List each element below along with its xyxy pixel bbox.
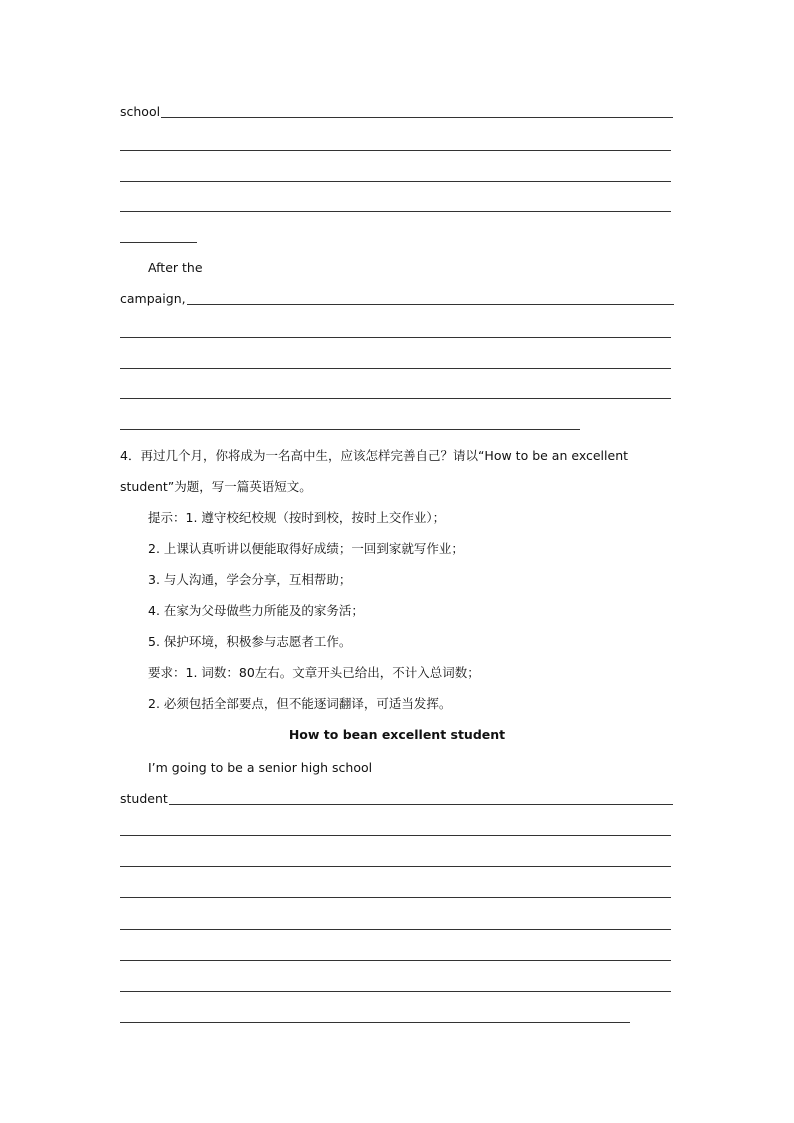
answer-line-campaign[interactable] (120, 291, 674, 307)
lead-word-campaign: campaign, (120, 291, 186, 306)
writing-line[interactable] (120, 211, 671, 212)
section2-intro: After the (148, 260, 203, 275)
requirement-1: 要求：1. 词数：80左右。文章开头已给出，不计入总词数； (148, 665, 480, 680)
essay-opening: I’m going to be a senior high school (148, 760, 373, 775)
hint-4: 4. 在家为父母做些力所能及的家务活； (148, 603, 364, 618)
writing-line[interactable] (120, 337, 671, 338)
writing-line[interactable] (120, 1022, 630, 1023)
lead-word-student: student (120, 791, 168, 806)
writing-line[interactable] (120, 929, 671, 930)
writing-line (161, 117, 673, 118)
requirement-2: 2. 必须包括全部要点，但不能逐词翻译，可适当发挥。 (148, 696, 452, 711)
task4-prompt-line1: 4．再过几个月，你将成为一名高中生，应该怎样完善自己？请以“How to be an excellent (120, 448, 629, 463)
writing-line[interactable] (120, 242, 197, 243)
writing-line[interactable] (120, 150, 671, 151)
writing-line[interactable] (120, 991, 671, 992)
writing-line[interactable] (120, 181, 671, 182)
writing-line (187, 304, 674, 305)
answer-line-student[interactable] (120, 791, 673, 807)
hint-3: 3. 与人沟通，学会分享，互相帮助； (148, 572, 352, 587)
hint-2: 2. 上课认真听讲以便能取得好成绩；一回到家就写作业； (148, 541, 464, 556)
writing-line[interactable] (120, 398, 671, 399)
writing-line[interactable] (120, 897, 671, 898)
essay-title: How to bean excellent student (288, 727, 506, 742)
writing-line[interactable] (120, 866, 671, 867)
writing-line[interactable] (120, 835, 671, 836)
writing-line (169, 804, 673, 805)
task4-prompt-line2: student”为题，写一篇英语短文。 (120, 479, 312, 494)
hint-5: 5. 保护环境，积极参与志愿者工作。 (148, 634, 352, 649)
writing-line[interactable] (120, 960, 671, 961)
answer-line-school[interactable] (120, 104, 673, 120)
lead-word-school: school (120, 104, 161, 119)
hint-1: 提示：1. 遵守校纪校规（按时到校，按时上交作业）； (148, 510, 446, 525)
writing-line[interactable] (120, 429, 580, 430)
writing-line[interactable] (120, 368, 671, 369)
